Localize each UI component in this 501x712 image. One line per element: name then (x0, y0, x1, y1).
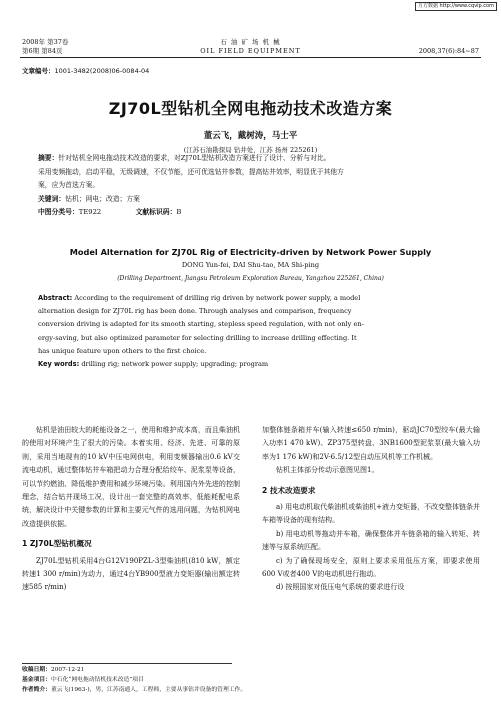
body-right-column (262, 424, 480, 595)
header-rule (20, 57, 481, 58)
paper-title: ZJ70L型钻机全网电拖动技术改造方案 (108, 99, 393, 118)
keywords-en: Key words: drilling rig; network power supply; upgrading; program (38, 360, 269, 369)
footnote-rule (22, 663, 232, 664)
author-bio: 作者简介：董云飞(1963-)，男，江苏南通人，工程师，主要从事钻井设备的管理工作。 (22, 687, 247, 693)
body-left-column (22, 424, 240, 595)
abstract-en: Abstract: According to the requirement of drilling rig driven by network power supply, a model alternation design for ZJ70L rig has been done. Through analyses and comparison, frequency conversion driving is adapted for its smooth starting, stepless speed regulation, with not only en- ergy-saving, but also optimized parameter for selecting drilling to increase drilling effecting. It has unique feature upon others to the first choice. Key words: drilling rig; network power supply; upgrading; program (38, 292, 464, 371)
section-2-heading: 2 技术改造要求 (262, 485, 316, 495)
authors: 董云飞，戴树涛，马士平 (203, 131, 298, 141)
article-number: 文章编号：1001-3482(2008)06-0084-04 (22, 67, 150, 75)
authors-en: DONG Yun-fei, DAI Shu-tao, MA Shi-ping (181, 261, 320, 269)
footnotes (22, 665, 482, 695)
fund-project: 基金项目：中石化“网电拖动钻机技术改造”项目 (22, 677, 144, 683)
section-1-text: ZJ70L型钻机采用4台G12V190PZL-3型柴油机(810 kW，额定转速1 300 r/min)为动力，通过4台YB900型液力变矩器(输出额定转速585 r/min) (22, 556, 240, 592)
requirement-d: d) 按照国家对低压电气系统的要求进行设 (276, 583, 405, 592)
header-volume: 2008年 第37卷 (22, 38, 69, 46)
paper-title-en: Model Alternation for ZJ70L Rig of Electricity-driven by Network Power Supply (69, 247, 432, 257)
intro-paragraph: 钻机是油田较大的耗能设备之一，使用和维护成本高，而且柴油机的使用对环境产生了很大的污染。本着实用、经济、先进、可靠的原则，采用当地现有的10 kV中压电网供电，利用变频器输出0.6 kV交流电动机，通过整体钻井车箱把动力合理分配给绞车、泥浆泵等设备，可以节约燃油、降低维护费用和减少环境污染。利用国内外先进的控制理念，结合钻井现场工况，设计出一套完整的高效率、低能耗配电系统，解决设计中关键参数的计算和主要元气件的选用问题，为钻机网电改造提供依据。 (22, 426, 240, 528)
received-date: 收稿日期：2007-12-21 (22, 667, 85, 673)
continued-paragraph: 加整体链条箱并车(输入转速≤650 r/min)，驱动JC70型绞车(最大输入功率1 470 kW)、ZP375型转盘、3NB1600型泥浆泵(最大输入功率为1 176 kW)和2V-6.5/12型自动压风机等工作机械。 (262, 426, 480, 461)
section-1-heading: 1 ZJ70L型钻机概况 (22, 539, 92, 549)
affiliation-en: (Drilling Department, Jiangsu Petroleum Exploration Bureau, Yangzhou 225261, China) (117, 275, 384, 282)
header-citation: 2008,37(6):84~87 (418, 47, 479, 55)
journal-name-cn: 石 油 矿 场 机 械 (220, 38, 281, 46)
classification: 中图分类号：TE922 文献标识码：B (38, 208, 182, 216)
watermark-stamp: 万方数据 http://www.cqvip.com (415, 2, 497, 11)
journal-name-en: OIL FIELD EQUIPMENT (200, 47, 301, 55)
abstract-cn: 摘要：针对钻机全网电拖动技术改造的要求，对ZJ70L型钻机改造方案进行了设计、分析与对比。 采用变频拖动，启动平稳，无级调速，不仅节能，还可优选钻井参数，提高钻井效率，明显优于其他方 案，应为首选方案。 关键词：钻机；网电；改造；方案 中图分类号：TE922 文献标识码：B (38, 152, 464, 220)
requirement-a: a) 用电动机取代柴油机或柴油机+液力变矩器，不改变整体链条并车箱等设备的现有结构。 (262, 503, 480, 525)
requirement-c: c) 为了确保现场安全，原则上要求采用低压方案，即要求使用600 V或者400 V的电动机进行拖动。 (262, 556, 480, 579)
requirement-b: b) 用电动机等拖动并车箱，确保整体并车链条箱的输入转矩、转速等与原系统匹配。 (262, 529, 480, 552)
figure-reference: 钻机主体部分传动示意图见图1。 (276, 466, 379, 475)
affiliation: (江苏石油勘探局 钻井处，江苏 扬州 225261) (183, 146, 318, 154)
header-issue: 第6期 第84页 (22, 47, 63, 55)
keywords-cn: 关键词：钻机；网电；改造；方案 (38, 194, 140, 203)
